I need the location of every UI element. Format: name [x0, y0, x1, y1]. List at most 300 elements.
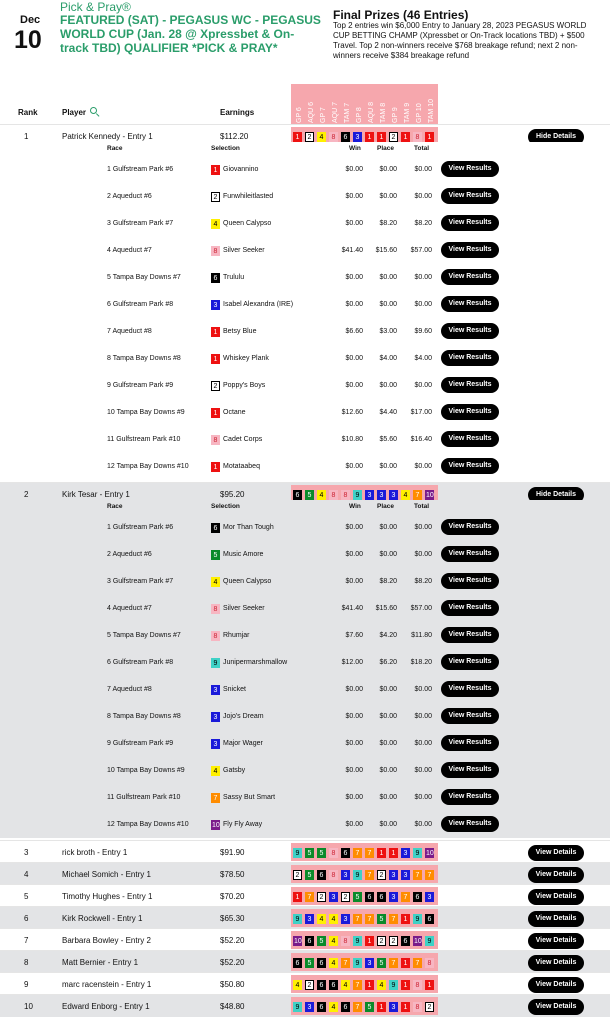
race-header-label: TAM 7 [344, 102, 351, 123]
pick-chips [291, 909, 438, 927]
pick-chip: 7 [365, 870, 374, 880]
pick-chip: 2 [293, 870, 302, 880]
detail-row [0, 811, 610, 838]
detail-row [0, 595, 610, 622]
detail-horse: Silver Seeker [223, 605, 265, 612]
detail-row [0, 291, 610, 318]
detail-race: 1 Gulfstream Park #6 [107, 166, 174, 173]
view-results-button[interactable]: View Results [441, 600, 499, 616]
detail-race: 5 Tampa Bay Downs #7 [107, 632, 181, 639]
pick-chip: 5 [317, 936, 326, 946]
player-name: Patrick Kennedy - Entry 1 [62, 132, 153, 141]
view-results-button[interactable]: View Results [441, 735, 499, 751]
pick-chip: 1 [401, 1002, 410, 1012]
detail-place: $5.60 [379, 436, 397, 443]
player-row[interactable] [0, 906, 610, 929]
pick-chip: 1 [377, 848, 386, 858]
view-results-button[interactable]: View Results [441, 654, 499, 670]
selection-number-badge: 10 [212, 822, 220, 829]
pick-chip: 8 [329, 870, 338, 880]
rank-header: Rank [18, 108, 38, 117]
pick-chip: 7 [389, 914, 398, 924]
pick-chip: 6 [305, 936, 314, 946]
pick-chip: 9 [353, 490, 362, 500]
detail-row [0, 730, 610, 757]
pick-chip: 4 [317, 914, 326, 924]
pick-chip: 8 [341, 490, 350, 500]
detail-race: 8 Tampa Bay Downs #8 [107, 713, 181, 720]
player-row[interactable] [0, 862, 610, 885]
pick-chip: 7 [425, 870, 434, 880]
detail-horse: Octane [223, 409, 246, 416]
pick-chip: 7 [365, 848, 374, 858]
detail-win: $0.00 [345, 767, 363, 774]
pick-chip: 8 [413, 132, 422, 142]
details-header [0, 142, 610, 156]
view-results-button[interactable]: View Results [441, 627, 499, 643]
detail-win: $0.00 [345, 193, 363, 200]
pick-chip: 8 [341, 936, 350, 946]
detail-race: 9 Gulfstream Park #9 [107, 740, 174, 747]
race-header-label: GP 9 [392, 107, 399, 123]
detail-win: $0.00 [345, 274, 363, 281]
pick-chip: 8 [329, 132, 338, 142]
race-header-label: GP 8 [356, 107, 363, 123]
pick-chip: 8 [413, 1002, 422, 1012]
selection-number-badge: 6 [211, 273, 220, 283]
view-results-button[interactable]: View Results [441, 458, 499, 474]
pick-chip: 6 [293, 958, 302, 968]
detail-win: $0.00 [345, 355, 363, 362]
view-details-button[interactable]: View Details [528, 845, 584, 861]
pick-chip: 9 [353, 958, 362, 968]
detail-place: $8.20 [379, 578, 397, 585]
pick-chip: 3 [389, 870, 398, 880]
selection-number-badge: 4 [211, 766, 220, 776]
view-results-button[interactable]: View Results [441, 816, 499, 832]
view-results-button[interactable]: View Results [441, 762, 499, 778]
hide-details-button[interactable]: Hide Details [528, 129, 584, 145]
detail-win: $0.00 [345, 166, 363, 173]
detail-row [0, 757, 610, 784]
detail-place: $15.60 [375, 605, 397, 612]
view-results-button[interactable]: View Results [441, 323, 499, 339]
view-details-button[interactable]: View Details [528, 911, 584, 927]
pick-chip: 9 [353, 870, 362, 880]
detail-place: $4.00 [379, 355, 397, 362]
detail-horse: Jojo's Dream [223, 713, 264, 720]
race-header-label: GP 10 [416, 103, 423, 123]
pick-chip: 5 [305, 848, 314, 858]
detail-row [0, 318, 610, 345]
pick-chip: 4 [401, 490, 410, 500]
pick-chip: 9 [293, 1002, 302, 1012]
pick-chip: 3 [389, 892, 398, 902]
pick-chip: 6 [341, 1002, 350, 1012]
details-header-total: Total [414, 145, 430, 152]
pick-chip: 6 [341, 848, 350, 858]
detail-horse: Fly Fly Away [223, 821, 263, 828]
race-header [317, 86, 329, 123]
detail-horse: Betsy Blue [223, 328, 257, 335]
pick-chip: 3 [329, 892, 338, 902]
detail-race: 5 Tampa Bay Downs #7 [107, 274, 181, 281]
selection-number-badge: 8 [211, 631, 220, 641]
earnings-cell: $48.80 [220, 1002, 245, 1011]
detail-win: $12.00 [341, 659, 363, 666]
details-header-win: Win [349, 503, 361, 510]
detail-place: $0.00 [379, 301, 397, 308]
pick-chip: 9 [425, 936, 434, 946]
detail-place: $3.00 [379, 328, 397, 335]
detail-win: $0.00 [345, 794, 363, 801]
detail-race: 2 Aqueduct #6 [107, 193, 152, 200]
details-header-win: Win [349, 145, 361, 152]
race-header [293, 86, 305, 123]
selection-number-badge: 2 [211, 192, 220, 202]
pick-chip: 1 [425, 980, 434, 990]
selection-number-badge: 1 [211, 462, 220, 472]
pick-chip: 10 [414, 938, 422, 945]
view-results-button[interactable]: View Results [441, 215, 499, 231]
detail-place: $0.00 [379, 193, 397, 200]
race-header-label: GP 7 [320, 107, 327, 123]
prizes-title: Final Prizes (46 Entries) [333, 8, 469, 22]
detail-race: 1 Gulfstream Park #6 [107, 524, 174, 531]
pick-chip: 2 [389, 936, 398, 946]
pick-chip: 7 [305, 892, 314, 902]
pick-chip: 2 [305, 132, 314, 142]
detail-place: $15.60 [375, 247, 397, 254]
pick-chip: 4 [293, 980, 302, 990]
pick-chip: 1 [365, 980, 374, 990]
detail-win: $12.60 [341, 409, 363, 416]
race-header [377, 86, 389, 123]
detail-place: $0.00 [379, 794, 397, 801]
race-header [401, 86, 413, 123]
detail-row [0, 514, 610, 541]
pick-chips [291, 953, 438, 971]
selection-number-badge: 8 [211, 246, 220, 256]
detail-total: $8.20 [414, 578, 432, 585]
pick-chip: 8 [329, 490, 338, 500]
pick-chip: 3 [401, 870, 410, 880]
detail-race: 6 Gulfstream Park #8 [107, 659, 174, 666]
selection-number-badge: 8 [211, 604, 220, 614]
detail-race: 2 Aqueduct #6 [107, 551, 152, 558]
pick-chip: 6 [329, 980, 338, 990]
view-results-button[interactable]: View Results [441, 161, 499, 177]
selection-number-badge: 3 [211, 712, 220, 722]
pick-chip: 6 [365, 892, 374, 902]
pick-chip: 1 [425, 132, 434, 142]
detail-win: $10.80 [341, 436, 363, 443]
detail-row [0, 345, 610, 372]
detail-horse: Mor Than Tough [223, 524, 274, 531]
pick-chip: 5 [377, 914, 386, 924]
pick-chips [291, 931, 438, 949]
detail-total: $0.00 [414, 166, 432, 173]
earnings-cell: $95.20 [220, 490, 245, 499]
rank-cell: 10 [24, 1002, 33, 1011]
player-row[interactable] [0, 928, 610, 951]
detail-win: $41.40 [341, 247, 363, 254]
pick-chip: 4 [341, 980, 350, 990]
pick-chip: 4 [317, 490, 326, 500]
detail-race: 11 Gulfstream Park #10 [107, 794, 181, 801]
view-details-button[interactable]: View Details [528, 955, 584, 971]
detail-total: $0.00 [414, 686, 432, 693]
player-name: Timothy Hughes - Entry 1 [62, 892, 153, 901]
race-header-label: AQU 8 [368, 101, 375, 123]
pick-chip: 3 [341, 870, 350, 880]
detail-horse: Cadet Corps [223, 436, 263, 443]
pick-chip: 3 [401, 848, 410, 858]
detail-horse: Motataabeq [223, 463, 260, 470]
pick-chip: 3 [389, 1002, 398, 1012]
pick-chip: 2 [305, 980, 314, 990]
details-header-total: Total [414, 503, 430, 510]
detail-total: $0.00 [414, 274, 432, 281]
detail-row [0, 210, 610, 237]
detail-place: $0.00 [379, 166, 397, 173]
pick-chip: 4 [329, 914, 338, 924]
pick-chip: 7 [401, 892, 410, 902]
pick-chip: 6 [317, 980, 326, 990]
race-header [329, 86, 341, 123]
pick-chip: 5 [305, 958, 314, 968]
detail-total: $16.40 [410, 436, 432, 443]
pick-chip: 4 [377, 980, 386, 990]
pick-chip: 2 [425, 1002, 434, 1012]
pick-chip: 1 [401, 914, 410, 924]
pick-chip: 3 [365, 958, 374, 968]
view-results-button[interactable]: View Results [441, 296, 499, 312]
view-results-button[interactable]: View Results [441, 188, 499, 204]
view-details-button[interactable]: View Details [528, 933, 584, 949]
detail-row [0, 237, 610, 264]
detail-race: 4 Aqueduct #7 [107, 605, 152, 612]
detail-horse: Major Wager [223, 740, 263, 747]
pick-chip: 8 [425, 958, 434, 968]
detail-row [0, 453, 610, 480]
view-results-button[interactable]: View Results [441, 242, 499, 258]
player-header [62, 108, 97, 117]
selection-number-badge: 5 [211, 550, 220, 560]
player-row[interactable] [0, 972, 610, 995]
date-month: Dec [20, 14, 41, 26]
search-icon[interactable] [90, 107, 97, 114]
detail-row [0, 264, 610, 291]
earnings-cell: $50.80 [220, 980, 245, 989]
detail-win: $0.00 [345, 463, 363, 470]
detail-total: $0.00 [414, 821, 432, 828]
detail-horse: Whiskey Plank [223, 355, 269, 362]
view-results-button[interactable]: View Results [441, 350, 499, 366]
detail-row [0, 183, 610, 210]
selection-number-badge: 2 [211, 381, 220, 391]
detail-win: $0.00 [345, 821, 363, 828]
details-header-selection: Selection [211, 503, 240, 510]
player-row[interactable] [0, 994, 610, 1017]
player-name: Barbara Bowley - Entry 2 [62, 936, 151, 945]
detail-win: $7.60 [345, 632, 363, 639]
pick-chip: 1 [365, 132, 374, 142]
pick-chip: 7 [353, 914, 362, 924]
race-header [425, 86, 437, 123]
pick-chip: 2 [389, 132, 398, 142]
pick-chip: 7 [389, 958, 398, 968]
detail-horse: Giovannino [223, 166, 259, 173]
view-results-button[interactable]: View Results [441, 681, 499, 697]
detail-row [0, 703, 610, 730]
pick-chip: 3 [341, 914, 350, 924]
pick-chip: 1 [377, 1002, 386, 1012]
detail-place: $0.00 [379, 740, 397, 747]
pick-chip: 5 [353, 892, 362, 902]
view-results-button[interactable]: View Results [441, 431, 499, 447]
prizes-description: Top 2 entries win $6,000 Entry to January 28, 2023 PEGASUS WORLD CUP BETTING CHAMP (Xpressbet or On-Track locations TBD) + $500 Travel. Top 2 non-winners receive $768 breakage refund; next 2 non-winners receive $384 breakage refund [333, 21, 587, 60]
pick-chip: 6 [317, 1002, 326, 1012]
earnings-cell: $70.20 [220, 892, 245, 901]
detail-total: $0.00 [414, 301, 432, 308]
view-results-button[interactable]: View Results [441, 789, 499, 805]
player-name: Michael Somich - Entry 1 [62, 870, 151, 879]
rank-cell: 3 [24, 848, 29, 857]
pick-chip: 6 [401, 936, 410, 946]
pick-chip: 1 [401, 132, 410, 142]
view-results-button[interactable]: View Results [441, 519, 499, 535]
pick-chips [291, 887, 438, 905]
race-header [353, 86, 365, 123]
date-day: 10 [14, 26, 42, 54]
detail-place: $0.00 [379, 713, 397, 720]
player-name: marc racenstein - Entry 1 [62, 980, 152, 989]
race-header-label: TAM 8 [380, 102, 387, 123]
pick-chip: 7 [353, 848, 362, 858]
player-name: rick broth - Entry 1 [62, 848, 128, 857]
contest-brand: Pick & Pray® [60, 0, 131, 14]
detail-win: $0.00 [345, 524, 363, 531]
detail-total: $9.60 [414, 328, 432, 335]
view-results-button[interactable]: View Results [441, 404, 499, 420]
pick-chip: 7 [413, 870, 422, 880]
view-details-button[interactable]: View Details [528, 867, 584, 883]
player-row[interactable] [0, 840, 610, 863]
pick-chip: 10 [294, 938, 302, 945]
view-results-button[interactable]: View Results [441, 708, 499, 724]
pick-chip: 8 [329, 848, 338, 858]
player-name: Kirk Tesar - Entry 1 [62, 490, 130, 499]
pick-chip: 2 [341, 892, 350, 902]
pick-chip: 7 [353, 1002, 362, 1012]
player-row[interactable] [0, 884, 610, 907]
detail-place: $0.00 [379, 524, 397, 531]
detail-place: $8.20 [379, 220, 397, 227]
details-header-place: Place [377, 503, 394, 510]
detail-race: 6 Gulfstream Park #8 [107, 301, 174, 308]
pick-chip: 1 [401, 980, 410, 990]
pick-chip: 4 [317, 132, 326, 142]
detail-horse: Music Amore [223, 551, 264, 558]
pick-chip: 5 [317, 848, 326, 858]
pick-chip: 5 [305, 870, 314, 880]
detail-place: $0.00 [379, 686, 397, 693]
detail-horse: Sassy But Smart [223, 794, 276, 801]
selection-number-badge: 1 [211, 408, 220, 418]
details-header-selection: Selection [211, 145, 240, 152]
pick-chip: 3 [377, 490, 386, 500]
player-name: Kirk Rockwell - Entry 1 [62, 914, 143, 923]
pick-chip: 3 [305, 914, 314, 924]
view-details-button[interactable]: View Details [528, 999, 584, 1015]
detail-race: 3 Gulfstream Park #7 [107, 220, 174, 227]
view-results-button[interactable]: View Results [441, 546, 499, 562]
view-results-button[interactable]: View Results [441, 377, 499, 393]
earnings-cell: $52.20 [220, 958, 245, 967]
pick-chip: 2 [377, 870, 386, 880]
detail-total: $0.00 [414, 740, 432, 747]
pick-chip: 7 [413, 490, 422, 500]
pick-chip: 3 [353, 132, 362, 142]
pick-chip: 1 [365, 936, 374, 946]
details-header-race: Race [107, 145, 123, 152]
detail-race: 12 Tampa Bay Downs #10 [107, 821, 189, 828]
view-results-button[interactable]: View Results [441, 573, 499, 589]
view-details-button[interactable]: View Details [528, 977, 584, 993]
pick-chip: 9 [389, 980, 398, 990]
detail-horse: Gatsby [223, 767, 246, 774]
detail-win: $0.00 [345, 578, 363, 585]
hide-details-button[interactable]: Hide Details [528, 487, 584, 503]
rank-cell: 6 [24, 914, 29, 923]
pick-chip: 4 [329, 936, 338, 946]
pick-chip: 1 [389, 848, 398, 858]
detail-race: 8 Tampa Bay Downs #8 [107, 355, 181, 362]
player-header-label: Player [62, 108, 87, 117]
pick-chip: 6 [413, 892, 422, 902]
selection-number-badge: 6 [211, 523, 220, 533]
detail-race: 7 Aqueduct #8 [107, 686, 152, 693]
detail-horse: Queen Calypso [223, 578, 272, 585]
pick-chip: 9 [413, 914, 422, 924]
pick-chip: 3 [389, 490, 398, 500]
detail-total: $0.00 [414, 767, 432, 774]
pick-chip: 5 [365, 1002, 374, 1012]
selection-number-badge: 1 [211, 165, 220, 175]
detail-horse: Rhumjar [223, 632, 250, 639]
rank-cell: 8 [24, 958, 29, 967]
detail-place: $0.00 [379, 767, 397, 774]
detail-row [0, 676, 610, 703]
detail-row [0, 156, 610, 183]
detail-horse: Trululu [223, 274, 245, 281]
view-results-button[interactable]: View Results [441, 269, 499, 285]
detail-horse: Poppy's Boys [223, 382, 266, 389]
detail-race: 10 Tampa Bay Downs #9 [107, 767, 185, 774]
detail-race: 9 Gulfstream Park #9 [107, 382, 174, 389]
pick-chip: 6 [317, 870, 326, 880]
detail-row [0, 784, 610, 811]
detail-horse: Queen Calypso [223, 220, 272, 227]
view-details-button[interactable]: View Details [528, 889, 584, 905]
detail-row [0, 399, 610, 426]
detail-total: $18.20 [410, 659, 432, 666]
pick-chip: 2 [377, 936, 386, 946]
pick-chip: 7 [365, 914, 374, 924]
player-row[interactable] [0, 950, 610, 973]
detail-total: $4.00 [414, 355, 432, 362]
